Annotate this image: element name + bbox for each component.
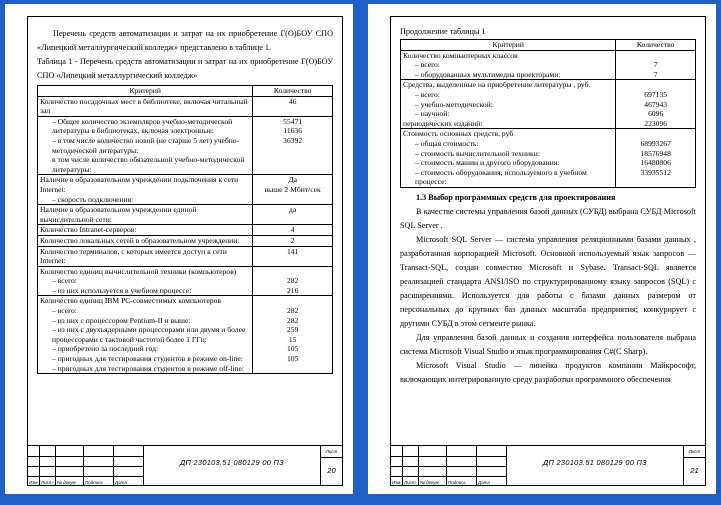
criterion-line: – стоимость вычислительной техники:: [415, 148, 540, 158]
criterion-line: – стоимость оборудования, используемого в учебном процессе:: [415, 167, 587, 187]
stamp-label: Подпись: [448, 480, 466, 485]
criterion-cell: [401, 129, 616, 188]
quantity-value: 4: [290, 225, 295, 235]
criterion-line: – пригодных для тестирования студентов в режиме on-line:: [52, 354, 243, 364]
criterion-line: – всего:: [415, 89, 440, 99]
criterion-line: – в том числе количество новой (не старше 5 лет) учебно-методической литературы:: [52, 135, 240, 155]
stamp-label: № докум.: [57, 480, 77, 485]
quantity-value: 18576948: [640, 148, 671, 158]
criterion-line: – общая стоимость:: [415, 138, 479, 148]
section-heading: 1.3 Выбор программных средств для проектирования: [416, 192, 616, 202]
table-row: [38, 225, 333, 236]
sheet-label: Лист: [321, 446, 342, 458]
page-21: [368, 4, 716, 494]
stamp-label: Дата: [478, 480, 490, 485]
quantity-value: 282: [286, 315, 299, 325]
quantity-value: 36392: [283, 135, 303, 145]
quantity-value: 33935512: [640, 167, 671, 177]
quantity-cell: [253, 246, 333, 266]
sheet-number: 20: [327, 466, 336, 475]
quantity-value: 282: [286, 306, 299, 316]
table-row: [38, 266, 333, 296]
quantity-value: 141: [286, 246, 299, 256]
criterion-cell: [38, 235, 253, 246]
stamp-label: Дата: [115, 480, 127, 485]
criterion-line: – скорость подключения:: [52, 194, 134, 204]
quantity-cell: [253, 96, 333, 116]
body-paragraph: Для управления базой данных и создания интерфейса пользователя выбрана система Microsoft Visual Studio и язык программирования C#(C Sharp).: [400, 332, 696, 356]
quantity-value: 697135: [644, 89, 668, 99]
stamp-label: Изм.: [392, 480, 402, 485]
quantity-cell: [253, 225, 333, 236]
stamp-label: Изм.: [29, 480, 39, 485]
page-frame: [27, 16, 343, 486]
table-row: [401, 80, 696, 129]
quantity-value: 55471: [283, 116, 303, 126]
stamp-label: Лист: [41, 480, 53, 485]
title-block: [28, 445, 342, 485]
stamp-label: Лист: [404, 480, 416, 485]
criterion-line: Количество локальных сетей в образовательном учреждении:: [40, 235, 240, 245]
title-block: [391, 445, 705, 485]
criterion-line: Наличие в образовательном учреждении единой вычислительной сети:: [40, 205, 197, 224]
body-paragraph: В качестве системы управления базой данных (СУБД) выбрана СУБД Microsoft SQL Server .: [400, 206, 696, 230]
quantity-cell: [253, 116, 333, 175]
criterion-line: Количество посадочных мест в библиотеке, включая читальный зал: [40, 96, 248, 116]
quantity-value: 46: [288, 96, 297, 106]
quantity-value: 68993267: [640, 138, 671, 148]
quantity-value: 6096: [648, 109, 664, 119]
table-row: [401, 129, 696, 188]
stamp-grid: [391, 446, 507, 486]
criterion-line: – всего:: [52, 306, 77, 316]
criterion-line: Количество компьютерных классов: [403, 50, 518, 60]
criterion-line: Стоимость основных средств, руб: [403, 129, 514, 139]
quantity-value: Да: [288, 175, 297, 185]
table-row: [38, 246, 333, 266]
table-row: [38, 175, 333, 205]
table-caption: Таблица 1 - Перечень средств автоматизации и затрат на их приобретение Г(О)БОУ СПО «Липецкий металлургический колледж»: [37, 57, 333, 80]
quantity-value: 16480806: [640, 158, 671, 168]
sheet-number-box: [320, 446, 342, 486]
header-quantity: Количество: [616, 40, 696, 51]
quantity-value: 282: [286, 276, 299, 286]
table-row: [38, 235, 333, 246]
page-frame: [390, 16, 706, 486]
header-quantity: Количество: [253, 86, 333, 97]
body-paragraph: Microsoft SQL Server — система управления реляционными базами данных , разработанная корпорацией Microsoft. Основной используемый язык запросов — Transact-SQL, создан совместно Microsoft и Sybase. Transact-SQL является реализацией стандарта ANSI/ISO по структурированному языку запросов (SQL) с расширениями. Используется для работы с базами данных размером от персональных до крупных баз данных масштаба предприятия; конкурирует с другими СУБД в этом сегменте рынка.: [400, 234, 696, 328]
criterion-line: – учебно-методической:: [415, 99, 493, 109]
quantity-value: 105: [286, 354, 299, 364]
criterion-line: Количество единиц IBM PC-совместимых компьютеров: [40, 296, 221, 306]
document-code: ДП 230103.51 080129 00 ПЗ: [180, 458, 284, 467]
quantity-value: 2: [290, 235, 295, 245]
criterion-cell: [38, 116, 253, 175]
header-criterion: Критерий: [38, 86, 253, 97]
criterion-cell: [401, 50, 616, 80]
criterion-line: – из них используется в учебном процессе:: [52, 285, 192, 295]
criterion-line: Количество единиц вычислительной техники (компьютеров): [40, 266, 237, 276]
quantity-value: 467943: [644, 99, 668, 109]
table-row: [401, 50, 696, 80]
criterion-cell: [38, 175, 253, 205]
quantity-cell: [616, 50, 696, 80]
sheet-label: Лист: [684, 446, 705, 458]
criterion-line: – стоимость машин и другого оборудования:: [415, 158, 560, 168]
quantity-value: 15: [288, 334, 297, 344]
criterion-line: Количество Intranet-серверов:: [40, 225, 137, 235]
criterion-line: – оборудованных мультимедиа проекторами:: [415, 69, 561, 79]
criterion-cell: [38, 296, 253, 374]
criterion-cell: [401, 80, 616, 129]
criterion-line: Наличие в образовательном учреждении подключения к сети Internet:: [40, 175, 239, 194]
continuation-label: Продолжение таблицы 1: [400, 27, 486, 36]
sheet-number-box: [683, 446, 705, 486]
criterion-line: Количество терминалов, с которых имеется доступ к сети Internet:: [40, 246, 227, 266]
criterion-line: в том числе количество обязательной учебно-методической литературы:: [52, 155, 245, 174]
table-row: [38, 96, 333, 116]
criterion-line: – всего:: [415, 60, 440, 70]
quantity-cell: [253, 296, 333, 374]
quantity-value: 105: [286, 344, 299, 354]
table-row: [38, 205, 333, 225]
quantity-cell: [616, 80, 696, 129]
criterion-cell: [38, 246, 253, 266]
criterion-line: – научной:: [415, 109, 450, 119]
quantity-value: выше 2 Мбит/сек: [264, 184, 321, 194]
header-criterion: Критерий: [401, 40, 616, 51]
criterion-cell: [38, 96, 253, 116]
quantity-cell: [253, 266, 333, 296]
criterion-line: – всего:: [52, 276, 77, 286]
criterion-line: – приобретено за последний год:: [52, 344, 159, 354]
criterion-line: – Общее количество экземпляров учебно-методической литературы в библиотеках, включая электронные:: [52, 116, 233, 136]
stamp-label: Подпись: [85, 480, 103, 485]
sheet-number: 21: [690, 466, 699, 475]
criterion-cell: [38, 205, 253, 225]
quantity-cell: [253, 205, 333, 225]
body-paragraph: Microsoft Visual Studio — линейка продуктов компании Майкрософт, включающих интегрированную среду разработки программного обеспечения: [400, 360, 696, 384]
document-code: ДП 230103.51 080129 00 ПЗ: [543, 458, 647, 467]
quantity-value: 223096: [644, 118, 668, 128]
quantity-cell: [616, 129, 696, 188]
quantity-cell: [253, 175, 333, 205]
quantity-value: 7: [653, 60, 658, 70]
quantity-value: 11636: [283, 126, 303, 136]
table-row: [38, 296, 333, 374]
intro-paragraph: Перечень средств автоматизации и затрат на их приобретение Г(О)БОУ СПО «Липецкий металлургический колледж» представлено в таблице 1.: [37, 29, 333, 52]
table-1-continued: [400, 39, 696, 188]
quantity-value: 259: [286, 325, 299, 335]
page-20: [5, 4, 353, 494]
table-1: [37, 85, 333, 374]
criterion-cell: [38, 225, 253, 236]
quantity-value: да: [289, 205, 297, 215]
criterion-line: – из них с двухъядерными процессорами или двумя и более процессорами с тактовой частотой более 1 ГГц:: [52, 325, 246, 344]
quantity-cell: [253, 235, 333, 246]
criterion-line: – из них с процессором Pentium-II и выше:: [52, 315, 191, 325]
stamp-grid: [28, 446, 144, 486]
stamp-label: № докум.: [420, 480, 440, 485]
quantity-value: 216: [286, 285, 299, 295]
quantity-value: 7: [653, 69, 658, 79]
table-row: [38, 116, 333, 175]
criterion-cell: [38, 266, 253, 296]
criterion-line: Средства, выделенные на приобретение литературы , руб.: [403, 80, 591, 90]
criterion-line: периодических изданий:: [403, 118, 483, 128]
criterion-line: – пригодных для тестирования студентов в режиме off-line:: [52, 363, 244, 373]
